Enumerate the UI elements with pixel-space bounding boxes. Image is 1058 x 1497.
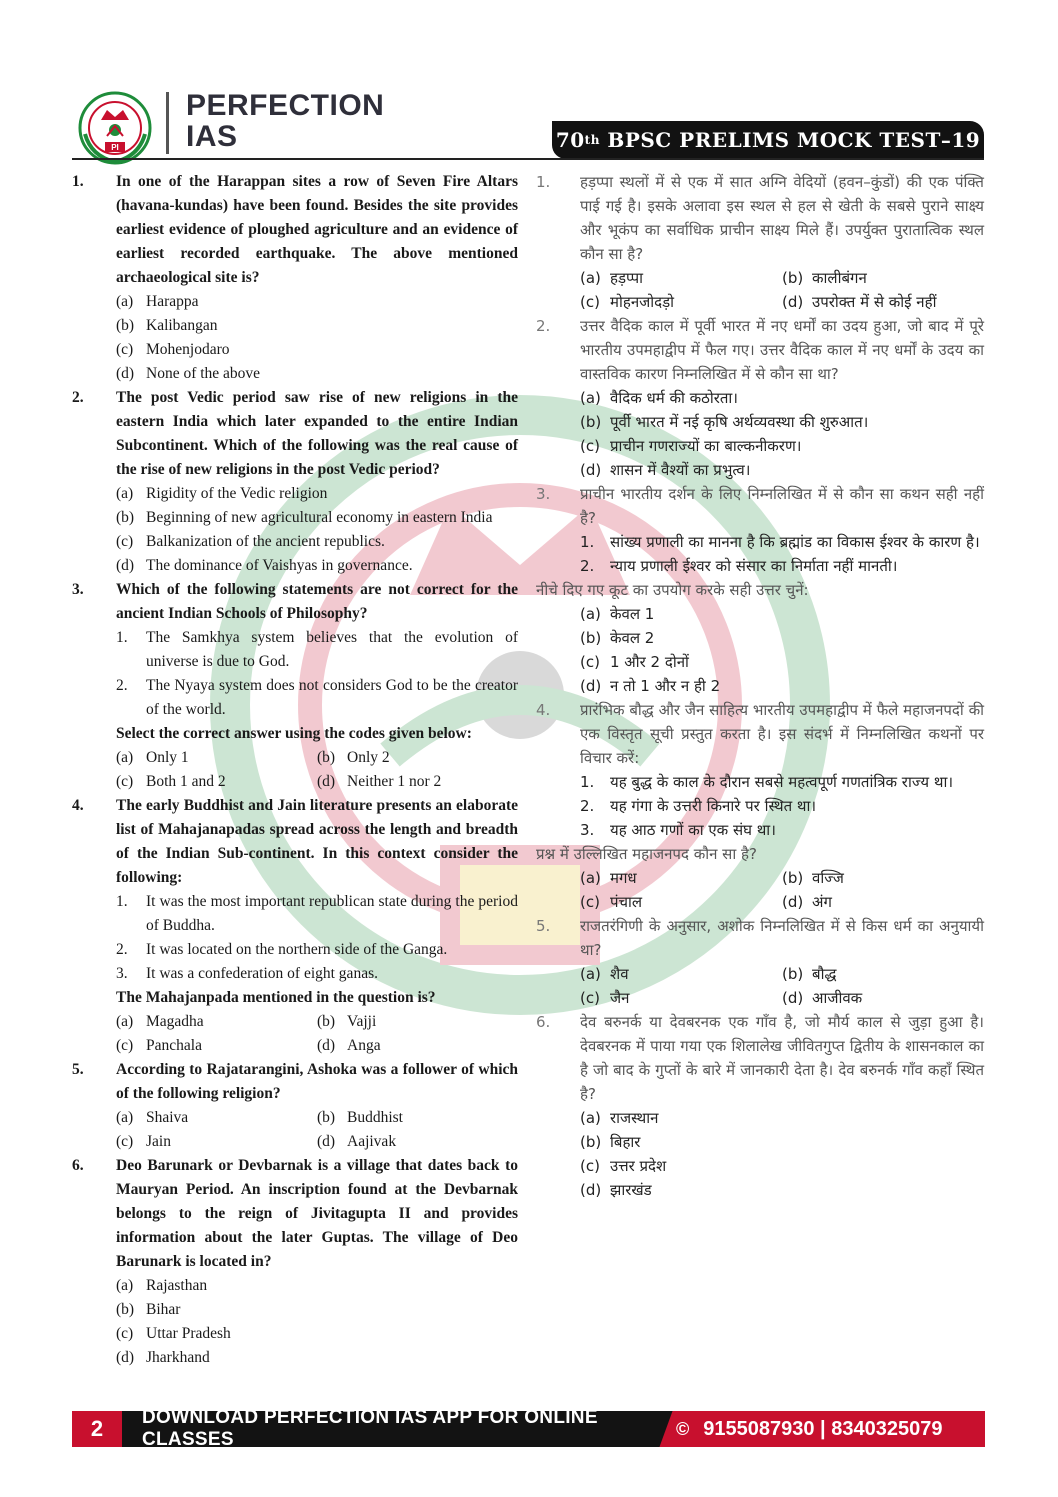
option-label: (a) bbox=[580, 389, 601, 407]
brand-line-2: IAS bbox=[186, 120, 238, 153]
option-b[interactable] bbox=[317, 1106, 518, 1130]
option-d[interactable] bbox=[782, 290, 984, 314]
statement-3 bbox=[536, 818, 984, 842]
statement-label: 1. bbox=[116, 893, 128, 910]
option-label: (c) bbox=[580, 893, 600, 911]
question-text: प्रारंभिक बौद्ध और जैन साहित्य भारतीय उपमहाद्वीप में फैले महाजनपदों की एक विस्तृत सूची प्रस्तुत करता है। इस संदर्भ में निम्नलिखित कथनों पर विचार करें: bbox=[580, 701, 984, 767]
option-text: मोहनजोदड़ो bbox=[610, 293, 675, 311]
option-text: Aajivak bbox=[347, 1133, 397, 1150]
instruction-text: प्रश्न में उल्लिखित महाजनपद कौन सा है? bbox=[536, 845, 757, 863]
option-d[interactable] bbox=[72, 362, 518, 386]
option-text: केवल 1 bbox=[610, 605, 655, 623]
option-text: Shaiva bbox=[146, 1109, 189, 1126]
option-label: (c) bbox=[116, 1037, 134, 1054]
option-text: कालीबंगन bbox=[812, 269, 867, 287]
instruction-text: The Mahajanpada mentioned in the question is? bbox=[116, 989, 436, 1006]
phone-numbers: 9155087930 | 8340325079 bbox=[703, 1417, 943, 1440]
statement-label: 1. bbox=[580, 773, 595, 791]
perfection-ias-logo bbox=[77, 90, 153, 166]
option-text: Rigidity of the Vedic religion bbox=[146, 485, 328, 502]
option-label: (c) bbox=[116, 341, 134, 358]
question-5 bbox=[72, 1058, 518, 1106]
option-pair bbox=[72, 1010, 518, 1034]
brand-divider bbox=[166, 92, 169, 154]
question-text: उत्तर वैदिक काल में पूर्वी भारत में नए धर्मों का उदय हुआ, जो बाद में पूरे भारतीय उपमहाद्वीप में फैल गए। उत्तर वैदिक काल में नए धर्मों के उदय का वास्तविक कारण निम्नलिखित में से कौन सा था? bbox=[580, 317, 984, 383]
question-text: The early Buddhist and Jain literature presents an elaborate list of Mahajanapadas spread across the length and breadth of the Indian Sub-continent. In this context consider the following: bbox=[116, 797, 518, 886]
option-label: (c) bbox=[116, 533, 134, 550]
option-label: (a) bbox=[116, 1277, 134, 1294]
option-a[interactable] bbox=[580, 962, 782, 986]
option-label: (d) bbox=[317, 1133, 336, 1150]
option-label: (a) bbox=[116, 1109, 134, 1126]
question-number: 5. bbox=[72, 1061, 84, 1078]
option-text: आजीवक bbox=[812, 989, 863, 1007]
question-text: The post Vedic period saw rise of new religions in the eastern India which later expanded to the entire Indian Subcontinent. Which of the following was the real cause of the rise of new religions in the post Vedic period? bbox=[116, 389, 518, 478]
statement-text: न्याय प्रणाली ईश्वर को संसार का निर्माता नहीं मानती। bbox=[610, 557, 898, 575]
option-text: Vajji bbox=[347, 1013, 377, 1030]
question-number: 3. bbox=[536, 485, 551, 503]
option-a[interactable] bbox=[536, 1106, 984, 1130]
option-b[interactable] bbox=[72, 1298, 518, 1322]
option-b[interactable] bbox=[536, 626, 984, 650]
option-b[interactable] bbox=[317, 746, 518, 770]
statement-2 bbox=[72, 674, 518, 722]
option-pair bbox=[536, 962, 984, 986]
option-text: वज्जि bbox=[812, 869, 844, 887]
option-label: (a) bbox=[116, 293, 134, 310]
option-pair bbox=[536, 890, 984, 914]
test-title-suffix: th bbox=[584, 133, 600, 147]
instruction-row bbox=[72, 722, 518, 746]
statement-2 bbox=[536, 554, 984, 578]
option-text: Harappa bbox=[146, 293, 199, 310]
option-label: (d) bbox=[317, 1037, 336, 1054]
statement-label: 3. bbox=[580, 821, 595, 839]
question-text: देव बरुनर्क या देवबरनक एक गाँव है, जो मौर्य काल से जुड़ा हुआ है। देवबरनक में पाया गया एक शिलालेख जीवितगुप्त द्वितीय के शासनकाल का है जो बाद के गुप्तों के बारे में जानकारी देता है। देव बरुनर्क गाँव कहाँ स्थित है? bbox=[580, 1013, 984, 1103]
option-text: Kalibangan bbox=[146, 317, 218, 334]
option-label: (d) bbox=[782, 989, 804, 1007]
option-label: (d) bbox=[580, 461, 602, 479]
option-c[interactable] bbox=[72, 338, 518, 362]
option-d[interactable] bbox=[317, 1034, 518, 1058]
option-label: (b) bbox=[116, 509, 135, 526]
question-text: According to Rajatarangini, Ashoka was a follower of which of the following religion? bbox=[116, 1061, 518, 1102]
option-d[interactable] bbox=[317, 770, 518, 794]
question-2 bbox=[72, 386, 518, 482]
option-text: Both 1 and 2 bbox=[146, 773, 226, 790]
option-text: Bihar bbox=[146, 1301, 181, 1318]
option-text: Neither 1 nor 2 bbox=[347, 773, 442, 790]
statement-label: 1. bbox=[580, 533, 595, 551]
option-d[interactable] bbox=[536, 674, 984, 698]
statement-label: 2. bbox=[580, 797, 595, 815]
instruction-row bbox=[536, 842, 984, 866]
option-label: (c) bbox=[116, 1133, 134, 1150]
option-label: (c) bbox=[116, 1325, 134, 1342]
option-label: (a) bbox=[580, 1109, 601, 1127]
option-text: Only 1 bbox=[146, 749, 189, 766]
hindi-column bbox=[536, 170, 984, 1202]
option-text: None of the above bbox=[146, 365, 261, 382]
question-3-hindi bbox=[536, 482, 984, 530]
instruction-text: Select the correct answer using the codes given below: bbox=[116, 725, 472, 742]
statement-label: 1. bbox=[116, 629, 128, 646]
question-number: 1. bbox=[72, 173, 84, 190]
option-label: (a) bbox=[116, 1013, 134, 1030]
option-text: उपरोक्त में से कोई नहीं bbox=[812, 293, 937, 311]
option-d[interactable] bbox=[72, 1346, 518, 1370]
statement-text: The Nyaya system does not considers God to be the creator of the world. bbox=[146, 677, 518, 718]
option-text: हड़प्पा bbox=[610, 269, 644, 287]
option-label: (a) bbox=[580, 965, 601, 983]
brand-line-1: PERFECTION bbox=[186, 89, 385, 122]
option-label: (b) bbox=[782, 269, 804, 287]
option-pair bbox=[72, 1130, 518, 1154]
svg-text:PI: PI bbox=[111, 143, 119, 152]
phone-icon: © bbox=[676, 1418, 690, 1439]
question-text: राजतरंगिणी के अनुसार, अशोक निम्नलिखित में से किस धर्म का अनुयायी था? bbox=[580, 917, 984, 959]
option-text: प्राचीन गणराज्यों का बाल्कनीकरण। bbox=[610, 437, 802, 455]
option-b[interactable] bbox=[317, 1010, 518, 1034]
statement-1 bbox=[536, 530, 984, 554]
question-4 bbox=[72, 794, 518, 890]
test-title-number: 70 bbox=[555, 128, 585, 152]
option-label: (a) bbox=[580, 269, 601, 287]
instruction-text: नीचे दिए गए कूट का उपयोग करके सही उत्तर चुनें: bbox=[536, 581, 809, 599]
question-6 bbox=[72, 1154, 518, 1274]
option-c[interactable] bbox=[72, 530, 518, 554]
option-text: बौद्ध bbox=[812, 965, 837, 983]
statement-1 bbox=[72, 626, 518, 674]
option-text: राजस्थान bbox=[610, 1109, 659, 1127]
option-text: अंग bbox=[812, 893, 832, 911]
statement-text: यह आठ गणों का एक संघ था। bbox=[610, 821, 776, 839]
statement-text: It was located on the northern side of the Ganga. bbox=[146, 941, 448, 958]
option-text: Panchala bbox=[146, 1037, 202, 1054]
statement-2 bbox=[536, 794, 984, 818]
question-1 bbox=[72, 170, 518, 290]
option-text: Mohenjodaro bbox=[146, 341, 230, 358]
option-a[interactable] bbox=[116, 1010, 317, 1034]
option-c[interactable] bbox=[580, 290, 782, 314]
option-text: शैव bbox=[610, 965, 629, 983]
option-a[interactable] bbox=[580, 866, 782, 890]
option-pair bbox=[536, 266, 984, 290]
option-text: शासन में वैश्यों का प्रभुत्व। bbox=[610, 461, 751, 479]
option-label: (d) bbox=[116, 1349, 135, 1366]
option-c[interactable] bbox=[116, 770, 317, 794]
question-text: हड़प्पा स्थलों में से एक में सात अग्नि वेदियों (हवन–कुंडों) की एक पंक्ति पाई गई है। इसके अलावा इस स्थल से हल से खेती के सबसे पुराने साक्ष्य और भूकंप का सर्वाधिक प्राचीन साक्ष्य मिले हैं। उपर्युक्त पुरातात्विक स्थल कौन सा है? bbox=[580, 173, 984, 263]
statement-3 bbox=[72, 962, 518, 986]
option-label: (b) bbox=[580, 629, 602, 647]
question-4-hindi bbox=[536, 698, 984, 770]
option-pair bbox=[536, 290, 984, 314]
option-label: (a) bbox=[580, 869, 601, 887]
option-text: Uttar Pradesh bbox=[146, 1325, 231, 1342]
statement-1 bbox=[72, 890, 518, 938]
question-number: 2. bbox=[536, 317, 551, 335]
statement-label: 2. bbox=[116, 941, 128, 958]
option-a[interactable] bbox=[536, 602, 984, 626]
statement-label: 2. bbox=[116, 677, 128, 694]
statement-text: सांख्य प्रणाली का मानना है कि ब्रह्मांड का विकास ईश्वर के कारण है। bbox=[610, 533, 980, 551]
option-text: Jain bbox=[146, 1133, 171, 1150]
statement-label: 3. bbox=[116, 965, 128, 982]
option-d[interactable] bbox=[536, 1178, 984, 1202]
option-text: झारखंड bbox=[610, 1181, 652, 1199]
option-b[interactable] bbox=[536, 410, 984, 434]
option-label: (d) bbox=[782, 293, 804, 311]
brand-name bbox=[186, 90, 384, 152]
option-label: (b) bbox=[782, 965, 804, 983]
option-b[interactable] bbox=[782, 266, 984, 290]
question-2-hindi bbox=[536, 314, 984, 386]
question-number: 2. bbox=[72, 389, 84, 406]
option-c[interactable] bbox=[536, 650, 984, 674]
statement-text: यह बुद्ध के काल के दौरान सबसे महत्वपूर्ण गणतांत्रिक राज्य था। bbox=[610, 773, 954, 791]
option-text: केवल 2 bbox=[610, 629, 655, 647]
option-c[interactable] bbox=[536, 434, 984, 458]
option-a[interactable] bbox=[72, 1274, 518, 1298]
option-label: (d) bbox=[116, 365, 135, 382]
question-number: 5. bbox=[536, 917, 551, 935]
contact-phones[interactable] bbox=[676, 1411, 981, 1447]
question-text: Deo Barunark or Devbarnak is a village that dates back to Mauryan Period. An inscription found at the Devbarnak belongs to the reign of Jivitagupta II and provides information about the later Guptas. The village of Deo Barunark is located in? bbox=[116, 1157, 518, 1270]
option-label: (b) bbox=[116, 1301, 135, 1318]
question-1-hindi bbox=[536, 170, 984, 266]
question-5-hindi bbox=[536, 914, 984, 962]
option-text: Buddhist bbox=[347, 1109, 403, 1126]
option-label: (a) bbox=[116, 749, 134, 766]
option-label: (d) bbox=[580, 677, 602, 695]
option-text: Jharkhand bbox=[146, 1349, 210, 1366]
question-number: 4. bbox=[536, 701, 551, 719]
option-text: Rajasthan bbox=[146, 1277, 208, 1294]
statement-label: 2. bbox=[580, 557, 595, 575]
option-c[interactable] bbox=[536, 1154, 984, 1178]
option-d[interactable] bbox=[317, 1130, 518, 1154]
option-d[interactable] bbox=[536, 458, 984, 482]
question-number: 6. bbox=[536, 1013, 551, 1031]
option-label: (d) bbox=[580, 1181, 602, 1199]
statement-1 bbox=[536, 770, 984, 794]
option-label: (b) bbox=[317, 1109, 336, 1126]
option-label: (c) bbox=[116, 773, 134, 790]
option-c[interactable] bbox=[116, 1034, 317, 1058]
option-label: (c) bbox=[580, 989, 600, 1007]
question-3 bbox=[72, 578, 518, 626]
question-text: In one of the Harappan sites a row of Seven Fire Altars (havana-kundas) have been found. Besides the site provides earliest evidence of ploughed agriculture and an evidence of earliest recorded earthquake. The above mentioned archaeological site is? bbox=[116, 173, 518, 286]
option-text: 1 और 2 दोनों bbox=[610, 653, 689, 671]
option-text: मगध bbox=[610, 869, 637, 887]
option-text: जैन bbox=[610, 989, 630, 1007]
option-a[interactable] bbox=[116, 746, 317, 770]
option-pair bbox=[536, 866, 984, 890]
option-label: (c) bbox=[580, 1157, 600, 1175]
question-number: 6. bbox=[72, 1157, 84, 1174]
option-b[interactable] bbox=[536, 1130, 984, 1154]
option-text: Only 2 bbox=[347, 749, 390, 766]
instruction-row bbox=[536, 578, 984, 602]
option-b[interactable] bbox=[782, 866, 984, 890]
option-b[interactable] bbox=[782, 962, 984, 986]
option-label: (d) bbox=[782, 893, 804, 911]
option-label: (c) bbox=[580, 437, 600, 455]
option-label: (d) bbox=[317, 773, 336, 790]
test-title-banner bbox=[552, 121, 984, 159]
download-app-cta[interactable]: DOWNLOAD PERFECTION IAS APP FOR ONLINE CLASSES bbox=[142, 1407, 598, 1450]
option-text: उत्तर प्रदेश bbox=[610, 1157, 667, 1175]
option-text: वैदिक धर्म की कठोरता। bbox=[610, 389, 738, 407]
option-pair bbox=[536, 986, 984, 1010]
question-number: 3. bbox=[72, 581, 84, 598]
statement-2 bbox=[72, 938, 518, 962]
question-text: प्राचीन भारतीय दर्शन के लिए निम्नलिखित में से कौन सा कथन सही नहीं है? bbox=[580, 485, 984, 527]
option-a[interactable] bbox=[72, 290, 518, 314]
option-text: Balkanization of the ancient republics. bbox=[146, 533, 385, 550]
option-d[interactable] bbox=[782, 986, 984, 1010]
statement-text: It was the most important republican state during the period of Buddha. bbox=[146, 893, 518, 934]
option-label: (c) bbox=[580, 293, 600, 311]
option-label: (a) bbox=[116, 485, 134, 502]
question-number: 4. bbox=[72, 797, 84, 814]
option-text: Beginning of new agricultural economy in eastern India bbox=[146, 509, 493, 526]
option-label: (b) bbox=[317, 1013, 336, 1030]
option-label: (b) bbox=[782, 869, 804, 887]
option-label: (b) bbox=[580, 1133, 602, 1151]
option-b[interactable] bbox=[72, 506, 518, 530]
option-c[interactable] bbox=[580, 986, 782, 1010]
option-label: (a) bbox=[580, 605, 601, 623]
option-pair bbox=[72, 746, 518, 770]
question-6-hindi bbox=[536, 1010, 984, 1106]
option-pair bbox=[72, 1034, 518, 1058]
option-c[interactable] bbox=[116, 1130, 317, 1154]
option-c[interactable] bbox=[72, 1322, 518, 1346]
option-text: Anga bbox=[347, 1037, 381, 1054]
statement-text: The Samkhya system believes that the evolution of universe is due to God. bbox=[146, 629, 518, 670]
option-b[interactable] bbox=[72, 314, 518, 338]
test-title-text: BPSC PRELIMS MOCK TEST–19 bbox=[599, 128, 981, 152]
option-text: पूर्वी भारत में नई कृषि अर्थव्यवस्था की शुरुआत। bbox=[610, 413, 869, 431]
option-a[interactable] bbox=[72, 482, 518, 506]
option-a[interactable] bbox=[580, 266, 782, 290]
option-label: (b) bbox=[317, 749, 336, 766]
option-text: पंचाल bbox=[610, 893, 643, 911]
header-rule bbox=[72, 158, 984, 160]
option-label: (d) bbox=[116, 557, 135, 574]
question-number: 1. bbox=[536, 173, 551, 191]
option-a[interactable] bbox=[116, 1106, 317, 1130]
option-d[interactable] bbox=[782, 890, 984, 914]
option-label: (c) bbox=[580, 653, 600, 671]
option-text: बिहार bbox=[610, 1133, 641, 1151]
option-label: (b) bbox=[580, 413, 602, 431]
question-text: Which of the following statements are not correct for the ancient Indian Schools of Philosophy? bbox=[116, 581, 518, 622]
statement-text: यह गंगा के उत्तरी किनारे पर स्थित था। bbox=[610, 797, 817, 815]
option-d[interactable] bbox=[72, 554, 518, 578]
option-a[interactable] bbox=[536, 386, 984, 410]
instruction-row bbox=[72, 986, 518, 1010]
option-c[interactable] bbox=[580, 890, 782, 914]
option-text: Magadha bbox=[146, 1013, 204, 1030]
page-number: 2 bbox=[72, 1411, 122, 1447]
statement-text: It was a confederation of eight ganas. bbox=[146, 965, 378, 982]
option-pair bbox=[72, 770, 518, 794]
option-text: न तो 1 और न ही 2 bbox=[610, 677, 721, 695]
option-label: (b) bbox=[116, 317, 135, 334]
option-pair bbox=[72, 1106, 518, 1130]
option-text: The dominance of Vaishyas in governance. bbox=[146, 557, 413, 574]
english-column bbox=[72, 170, 518, 1370]
